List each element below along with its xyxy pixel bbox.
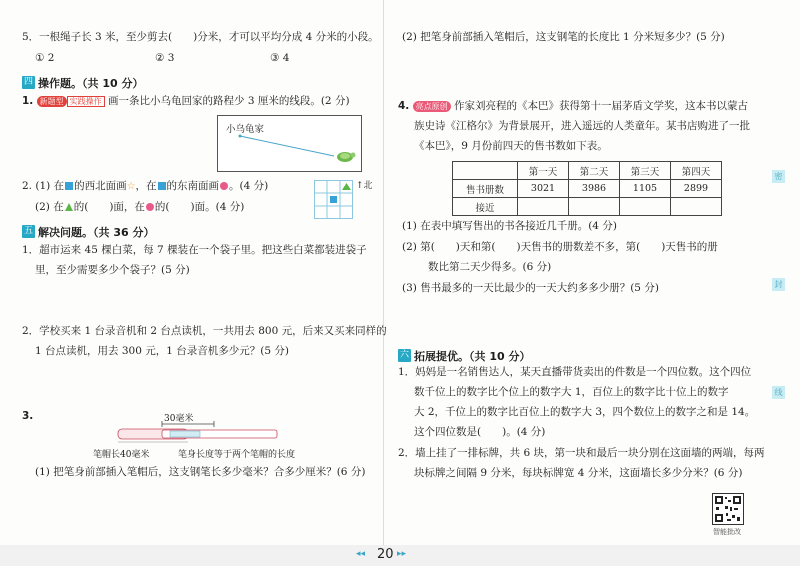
op2-text-b: 的西北面画: [74, 180, 127, 192]
new-type-tag: 新题型: [37, 96, 67, 107]
choice-1: ① 2: [35, 52, 55, 64]
side-tab-3: 线: [772, 386, 785, 399]
question-4-number: 4.: [398, 100, 410, 112]
solve-3-part-1: (1) 把笔身前部插入笔帽后，这支钢笔长多少毫米？合多少厘米？(6 分): [35, 466, 366, 478]
blue-square-icon: [158, 182, 166, 190]
qr-label: 智能批改: [713, 528, 741, 536]
table-row: [453, 180, 722, 198]
op2-text-d: 的东南面画: [166, 180, 220, 192]
body-length-label: 笔身长度等于两个笔帽的长度: [178, 450, 296, 460]
grid-lines: [314, 180, 353, 219]
qr-code-icon[interactable]: [712, 493, 744, 525]
op2-text-f: (2) 在: [35, 201, 64, 213]
choice-2: ② 3: [155, 52, 175, 64]
highlight-original-tag: 亮点原创: [413, 101, 451, 112]
section-4-icon: 四: [23, 77, 33, 87]
table-header-cell: 第二天: [569, 162, 620, 180]
answer-cell[interactable]: [569, 198, 620, 216]
direction-grid: [314, 180, 353, 219]
op2-text-c: ，在: [135, 180, 157, 192]
extend-2-line-2: 块标牌之间隔 9 分米，每块标牌宽 4 分米，这面墙长多少分米？(6 分): [414, 467, 743, 479]
extend-1-line-1: 1．妈妈是一名销售达人，某天直播带货卖出的件数是一个四位数。这个四位: [398, 366, 752, 378]
table-cell: 2899: [671, 180, 722, 198]
question-4-text-1: 作家刘亮程的《本巴》获得第十一届茅盾文学奖，这本书以蒙古: [453, 100, 748, 112]
overlap-dimension-label: 30毫米: [164, 414, 194, 424]
side-tab-2: 封: [772, 278, 785, 291]
operation-1: [22, 95, 350, 108]
blue-square-icon: [65, 182, 73, 190]
extend-1-line-2: 数千位上的数字比个位上的数字大 1，百位上的数字比十位上的数字: [414, 386, 729, 398]
page-footer-bar: [0, 545, 800, 566]
operation-1-number: 1.: [22, 95, 34, 107]
answer-cell[interactable]: [620, 198, 671, 216]
operation-2-line-2: [35, 201, 244, 214]
question-4-line-1: [398, 100, 748, 113]
table-header-row: [453, 162, 722, 180]
question-4-line-3: 《本巴》，9 月份前四天的售书数如下表。: [414, 140, 608, 152]
table-header-cell: 第四天: [671, 162, 722, 180]
page-spine-divider: [383, 0, 384, 545]
question-4-sub-3: (3) 售书最多的一天比最少的一天大约多多少册？(5 分): [402, 282, 659, 294]
answer-cell[interactable]: [671, 198, 722, 216]
north-arrow-icon: ↑: [356, 181, 364, 191]
operation-1-text: 画一条比小乌龟回家的路程少 3 厘米的线段。(2 分): [107, 95, 350, 107]
operation-2-line-1: [22, 180, 268, 193]
table-cell: 售书册数: [453, 180, 518, 198]
solve-3-part-2: (2) 把笔身前部插入笔帽后，这支钢笔的长度比 1 分米短多少？(5 分): [402, 31, 725, 43]
table-cell: 3021: [518, 180, 569, 198]
cap-length-label: 笔帽长40毫米: [93, 450, 150, 460]
north-label: 北: [363, 181, 373, 191]
extend-1-line-3: 大 2，千位上的数字比百位上的数字大 3，四个数位上的数字之和是 14。: [414, 406, 756, 418]
table-cell: 3986: [569, 180, 620, 198]
answer-cell[interactable]: [518, 198, 569, 216]
practice-tag: 实践操作: [67, 96, 105, 107]
section-6-header: [398, 345, 530, 364]
section-5-title: 解决问题。（共 36 分）: [38, 226, 155, 239]
solve-3-number: 3.: [22, 410, 34, 422]
section-4-header: [22, 72, 143, 91]
table-cell: 1105: [620, 180, 671, 198]
table-cell: 接近: [453, 198, 518, 216]
section-4-title: 操作题。（共 10 分）: [38, 77, 144, 90]
table-header-cell: [453, 162, 518, 180]
extend-1-line-4: 这个四位数是( )。(4 分): [414, 426, 546, 438]
extend-2-line-1: 2．墙上挂了一排标牌，共 6 块，第一块和最后一块分别在这面墙的两端，每两: [398, 447, 765, 459]
turtle-path-box: [217, 115, 362, 172]
op2-text-i: 的( )面。(4 分): [154, 201, 245, 213]
section-5-header: [22, 221, 154, 240]
question-4-line-2: 族史诗《江格尔》为背景展开，进入遥远的人类童年。某书店购进了一批: [414, 120, 750, 132]
green-triangle-icon: [65, 203, 73, 211]
question-4-sub-1: (1) 在表中填写售出的书各接近几千册。(4 分): [402, 220, 617, 232]
question-5: 5．一根绳子长 3 米，至少剪去( )分米，才可以平均分成 4 分米的小段。: [22, 31, 379, 43]
pink-circle-icon: [220, 182, 228, 190]
turtle-home-label: 小乌龟家: [226, 124, 265, 135]
table-row: [453, 198, 722, 216]
solve-1-line-2: 里，至少需要多少个袋子？(5 分): [35, 264, 190, 276]
question-4-sub-2-line-1: (2) 第( )天和第( )天售书的册数差不多，第( )天售书的册: [402, 241, 718, 253]
table-header-cell: 第一天: [518, 162, 569, 180]
pen-diagram: [110, 420, 285, 446]
qr-pattern: [713, 494, 743, 524]
prev-arrows-icon: ◂◂: [356, 549, 366, 559]
turtle-icon: [334, 148, 356, 164]
solve-2-line-1: 2．学校买来 1 台录音机和 2 台点读机，一共用去 800 元，后来又买来同样的: [22, 325, 387, 337]
next-arrows-icon: ▸▸: [397, 549, 407, 559]
op2-text-g: 的( )面，: [73, 201, 135, 213]
pink-circle-icon: [146, 203, 154, 211]
question-4-sub-2-line-2: 数比第二天少得多。(6 分): [428, 261, 552, 273]
table-header-cell: 第三天: [620, 162, 671, 180]
op2-text-e: 。(4 分): [229, 180, 269, 192]
book-sales-table: [452, 161, 722, 216]
section-5-icon: 五: [23, 226, 33, 236]
choice-3: ③ 4: [270, 52, 290, 64]
star-icon: ☆: [126, 181, 136, 192]
side-tab-1: 密: [772, 170, 785, 183]
solve-1-line-1: 1．超市运来 45 棵白菜，每 7 棵装在一个袋子里。把这些白菜都装进袋子: [22, 244, 367, 256]
solve-2-line-2: 1 台点读机，用去 300 元，1 台录音机多少元？(5 分): [35, 345, 289, 357]
op2-text-a: 2. (1) 在: [22, 180, 65, 192]
section-6-title: 拓展提优。（共 10 分）: [414, 350, 531, 363]
section-6-icon: 六: [399, 350, 409, 360]
op2-text-h: 在: [134, 201, 145, 213]
north-indicator: [356, 181, 373, 191]
page-number: 20: [377, 547, 394, 562]
